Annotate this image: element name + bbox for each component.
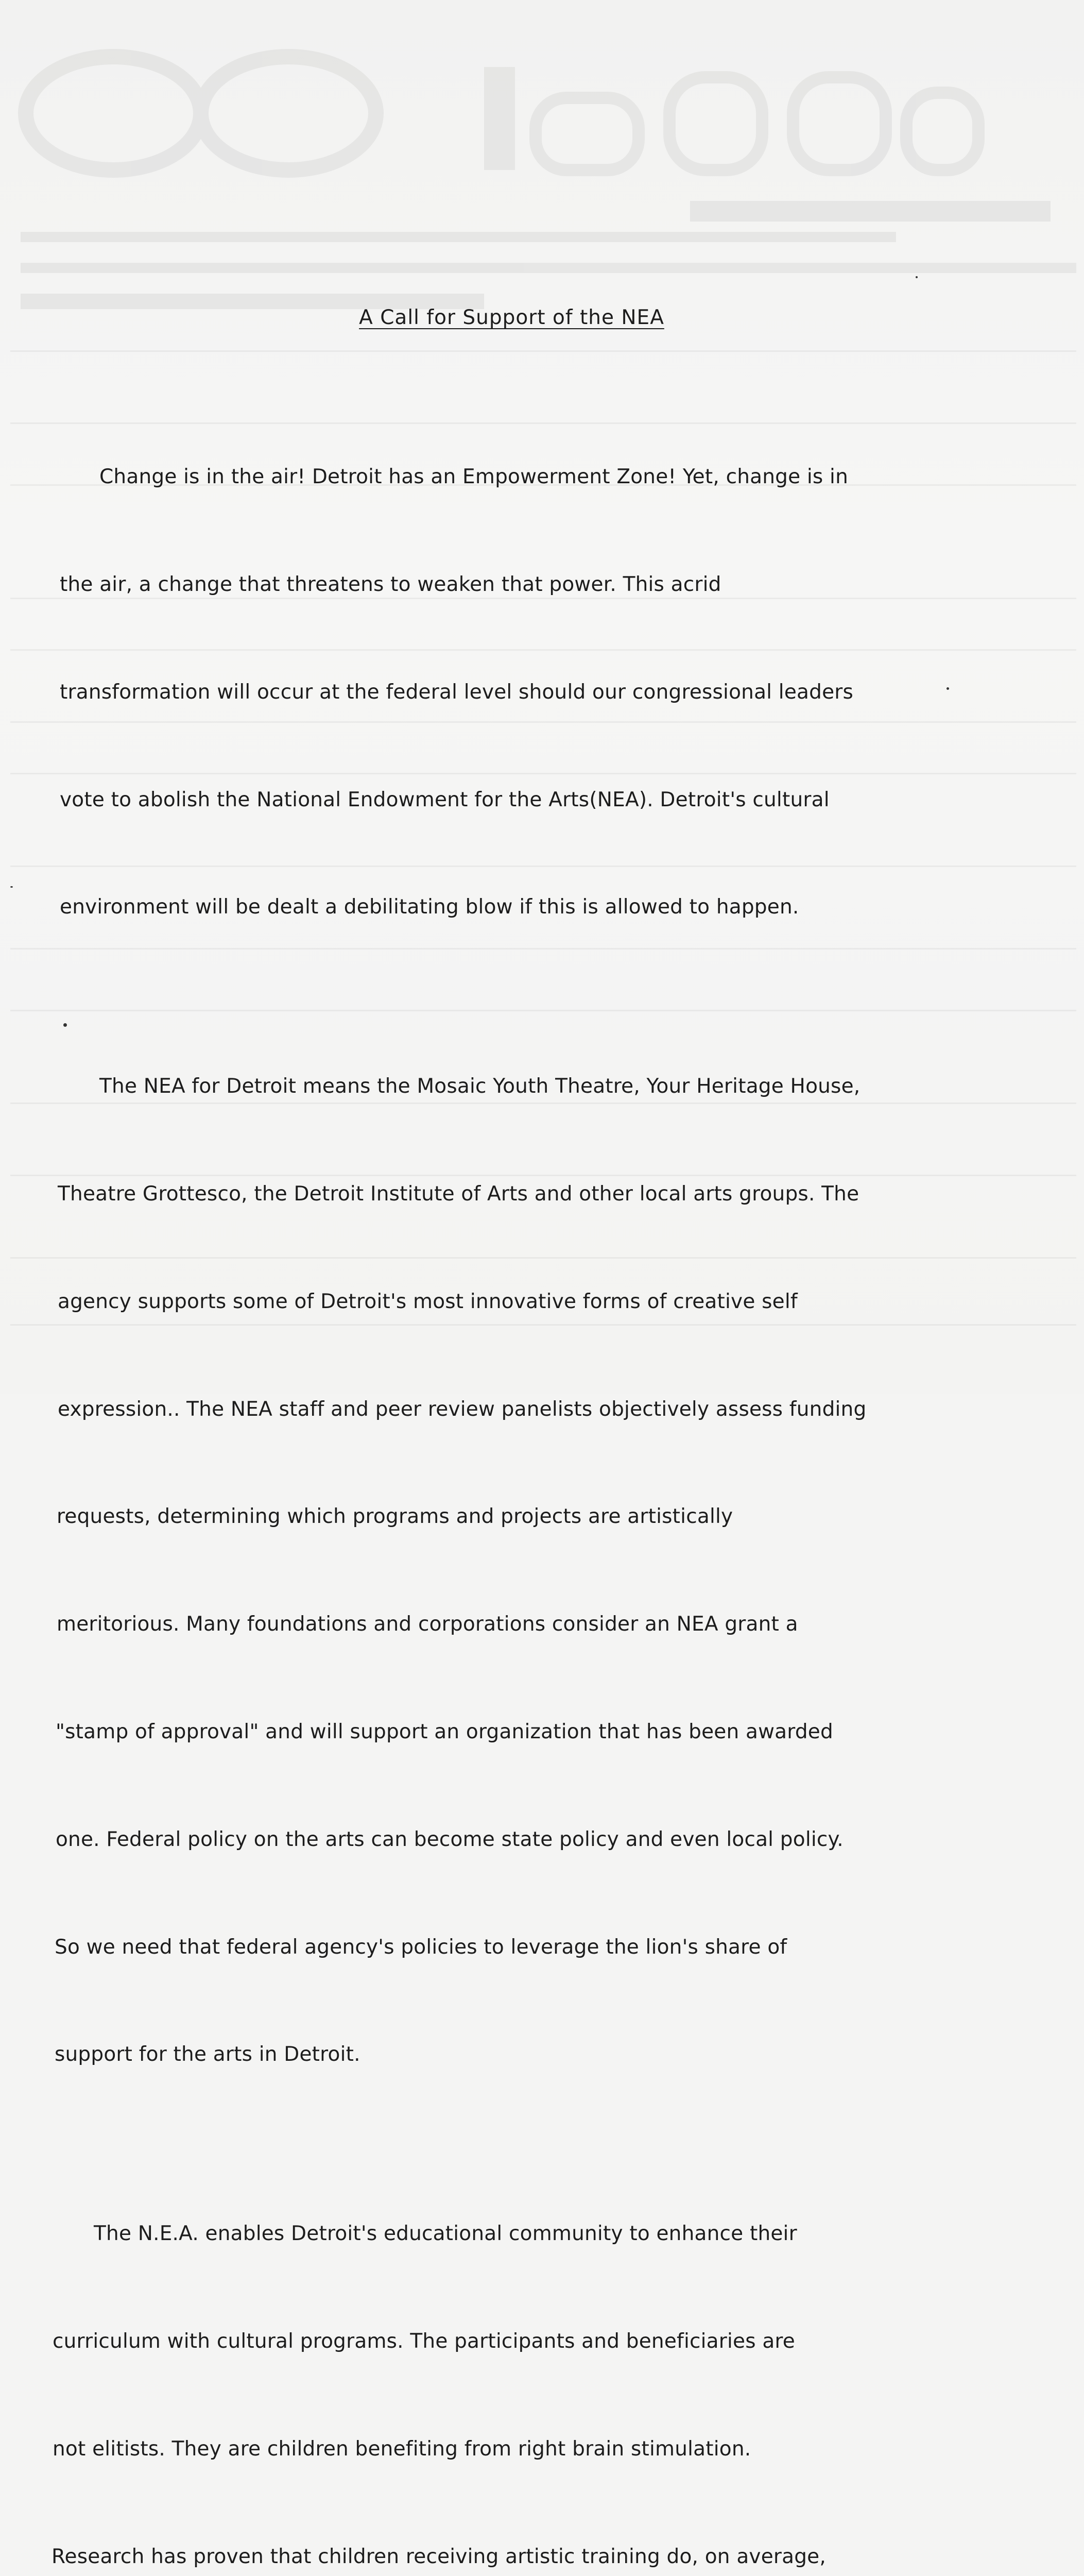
ink-speck [947,687,949,690]
paragraph-line: agency supports some of Detroit's most innovative forms of creative self [58,1290,798,1313]
bleed-through-masthead [21,46,1076,314]
paragraph-line: The NEA for Detroit means the Mosaic Youth Theatre, Your Heritage House, [99,1075,861,1098]
paragraph-line: Theatre Grottesco, the Detroit Institute of Arts and other local arts groups. The [58,1182,859,1206]
document-body [51,387,952,2576]
document-title: A Call for Support of the NEA [359,306,664,329]
paragraph-line: requests, determining which programs and projects are artistically [57,1505,733,1529]
paragraph-line: one. Federal policy on the arts can become state policy and even local policy. [56,1827,844,1851]
ink-speck [916,276,918,278]
ink-speck [10,886,13,888]
paragraph-line: support for the arts in Detroit. [55,2043,360,2066]
paragraph-line: meritorious. Many foundations and corporations consider an NEA grant a [57,1613,798,1636]
paragraph-2 [50,997,952,2144]
paragraph-line: So we need that federal agency's policies to leverage the lion's share of [55,1935,787,1959]
paragraph-line: curriculum with cultural programs. The participants and beneficiaries are [53,2330,796,2353]
paragraph-line: transformation will occur at the federal level should our congressional leaders [60,680,854,704]
paragraph-3 [50,2144,952,2576]
paragraph-line: Research has proven that children receiving artistic training do, on average, [51,2545,826,2568]
paragraph-line: "stamp of approval" and will support an organization that has been awarded [56,1720,833,1743]
paragraph-line: The N.E.A. enables Detroit's educational community to enhance their [94,2222,797,2246]
paragraph-1 [50,387,952,997]
paragraph-line: vote to abolish the National Endowment for the Arts(NEA). Detroit's cultural [60,788,830,811]
paragraph-line: expression.. The NEA staff and peer review panelists objectively assess funding [58,1397,867,1421]
paragraph-line: not elitists. They are children benefiting from right brain stimulation. [53,2437,751,2461]
document-title-wrapper [0,306,1084,329]
paragraph-line: environment will be dealt a debilitating blow if this is allowed to happen. [60,895,799,919]
paragraph-line: the air, a change that threatens to weaken that power. This acrid [60,572,721,596]
ink-speck [63,1023,67,1027]
paragraph-line: Change is in the air! Detroit has an Empowerment Zone! Yet, change is in [99,465,848,489]
